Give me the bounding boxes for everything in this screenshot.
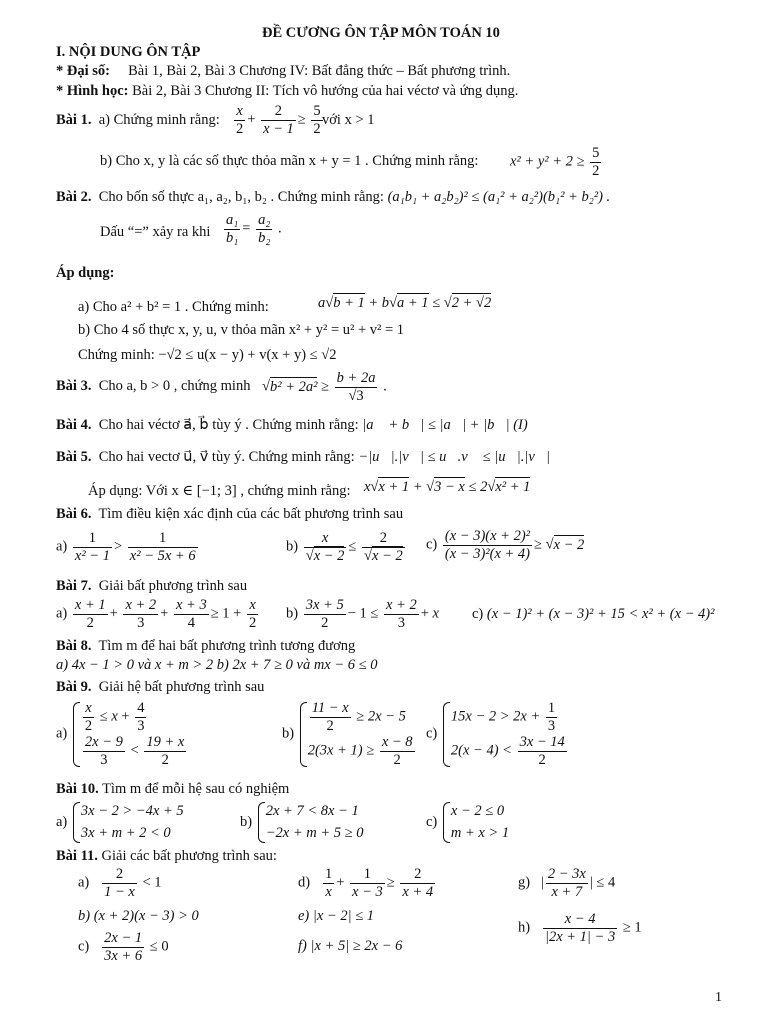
formula-7a: a) $\frac{x + 1}{2}$ + $\frac{x + 2}{3}$ + $\frac{x + 3}{4}$ ≥ 1 + $\frac{x}{2}$ — [56, 597, 257, 631]
exercise-text: Giải hệ bất phương trình sau — [98, 679, 265, 695]
exercise-8 — [56, 639, 355, 654]
exercise-label: Bài 4. — [56, 417, 92, 433]
formula-1a: $\frac{x}{2}$ + $\frac{2}{x - 1}$ ≥ $\frac{5}{2}$ — [236, 103, 321, 137]
formula-7b: b) $\frac{3x + 5}{2}$ − 1 ≤ $\frac{x + 2}{3}$ + x — [286, 597, 439, 631]
formula-6b: b) $\frac{x}{√x - 2}$ ≤ $\frac{2}{√x - 2}$ — [286, 530, 403, 564]
exercise-1a — [56, 113, 220, 128]
exercise-label: Bài 11. — [56, 848, 98, 864]
dai-so-label: * Đại số: — [56, 63, 110, 79]
exercise-1b: b) Cho x, y là các số thực thỏa mãn x + y = 1 . Chứng minh rằng: — [100, 153, 479, 169]
triangle-inequality: |a⃗ + b⃗| ≤ |a⃗| + |b⃗| (I) — [362, 417, 528, 433]
exercise-text: Tìm m để mỗi hệ sau có nghiệm — [102, 781, 290, 797]
formula-apply-a: a√b + 1 + b√a + 1 ≤ √2 + √2 — [318, 295, 492, 311]
exercise-text: Giải các bất phương trình sau: — [101, 848, 277, 864]
exercise-label: Bài 9. — [56, 679, 92, 695]
formula-3: √b² + 2a² ≥ $\frac{b + 2a}{√3}$ . — [262, 370, 387, 404]
formula-equality: $\frac{\text{a₁}}{\text{b₁}}$ = $\frac{\text{a₂}}{\text{b₂}}$ . — [226, 212, 282, 246]
exercise-5-apply: Áp dụng: Với x ∈ [−1; 3] , chứng minh rằng: — [88, 483, 351, 499]
formula-11a: a) $\frac{2}{1 - x}$ < 1 — [78, 866, 162, 900]
formula-5-apply: x√x + 1 + √3 − x ≤ 2√x² + 1 — [364, 479, 531, 495]
apply-heading: Áp dụng: — [56, 265, 115, 281]
system-10b: b) 2x + 7 < 8x − 1 −2x + m + 5 ≥ 0 — [240, 800, 363, 845]
exercise-text: Cho bốn số thực a₁, a₂, b₁, b₂ . Chứng minh rằng: — [98, 189, 384, 205]
exercise-label: Bài 5. — [56, 449, 92, 465]
hinh-hoc-label: * Hình học: — [56, 83, 129, 99]
system-10c: c) x − 2 ≤ 0 m + x > 1 — [426, 800, 509, 845]
condition-1a: với x > 1 — [322, 112, 375, 128]
formula-11b: b) (x + 2)(x − 3) > 0 — [78, 908, 199, 924]
exercise-text: a) Chứng minh rằng: — [98, 112, 220, 128]
formula-11g: g) | $\frac{2 - 3x}{x + 7}$ | ≤ 4 — [518, 866, 616, 900]
equality-condition: Dấu “=” xảy ra khi — [100, 224, 211, 240]
system-9b: b) $\frac{11 - x}{2}$ ≥ 2x − 5 2(3x + 1) ≥ $\frac{x - 8}{2}$ — [282, 700, 417, 769]
page-number: 1 — [715, 990, 722, 1005]
formula-7c: c) (x − 1)² + (x − 3)² + 15 < x² + (x − 4)² — [472, 606, 715, 622]
formula-6c: c) $\frac{\text{(x − 3)(x + 2)²}}{\text{(x − 3)²(x + 4)}}$ ≥ √x − 2 — [426, 528, 585, 562]
exercise-text: Cho hai vectơ u⃗, v⃗ tùy ý. Chứng minh rằng: — [98, 449, 355, 465]
formula-6a: a) $\frac{1}{\text{x² − 1}}$ > $\frac{1}{\text{x² − 5x + 6}}$ — [56, 530, 196, 564]
formula-11f: f) |x + 5| ≥ 2x − 6 — [298, 938, 403, 954]
apply-b: b) Cho 4 số thực x, y, u, v thỏa mãn x² + y² = u² + v² = 1 — [78, 322, 405, 338]
exercise-label: Bài 6. — [56, 506, 92, 522]
exercise-text: Giải bất phương trình sau — [98, 578, 248, 594]
exercise-11 — [56, 849, 277, 864]
section-heading: I. NỘI DUNG ÔN TẬP — [56, 44, 201, 60]
exercise-label: Bài 3. — [56, 378, 92, 394]
apply-a: a) Cho a² + b² = 1 . Chứng minh: — [78, 299, 269, 315]
exercise-text: Tìm điều kiện xác định của các bất phương trình sau — [98, 506, 404, 522]
dai-so-line — [56, 64, 510, 79]
exercise-label: Bài 10. — [56, 781, 99, 797]
dot-product-inequality: −|u⃗|.|v⃗| ≤ u⃗.v⃗ ≤ |u⃗|.|v⃗| — [358, 449, 551, 465]
exercise-10 — [56, 782, 289, 797]
exercise-label: Bài 1. — [56, 112, 92, 128]
exercise-5 — [56, 450, 550, 465]
exercise-label: Bài 8. — [56, 638, 92, 654]
dai-so-text: Bài 1, Bài 2, Bài 3 Chương IV: Bất đẳng thức – Bất phương trình. — [128, 63, 511, 79]
system-9a: a) $\frac{x}{2}$ ≤ x + $\frac{4}{3}$ $\frac{2x - 9}{3}$ < $\frac{19 + x}{2}$ — [56, 700, 188, 769]
exercise-label: Bài 2. — [56, 189, 92, 205]
exercise-label: Bài 7. — [56, 578, 92, 594]
system-9c: c) 15x − 2 > 2x + $\frac{1}{3}$ 2(x − 4) < $\frac{3x - 14}{2}$ — [426, 700, 569, 769]
formula-1b: x² + y² + 2 ≥ $\frac{5}{2}$ — [510, 145, 600, 179]
exercise-6 — [56, 507, 403, 522]
system-10a: a) 3x − 2 > −4x + 5 3x + m + 2 < 0 — [56, 800, 184, 845]
formula-11h: h) $\frac{x - 4}{|2x + 1| - 3}$ ≥ 1 — [518, 911, 642, 945]
apply-b-proof: Chứng minh: −√2 ≤ u(x − y) + v(x + y) ≤ √2 — [78, 347, 337, 363]
hinh-hoc-text: Bài 2, Bài 3 Chương II: Tích vô hướng của hai véctơ và ứng dụng. — [132, 83, 519, 99]
formula-8: a) 4x − 1 > 0 và x + m > 2 b) 2x + 7 ≥ 0 và mx − 6 ≤ 0 — [56, 657, 378, 673]
cauchy-schwarz-inequality: (a₁b₁ + a₂b₂)² ≤ (a₁² + a₂²)(b₁² + b₂²) . — [387, 189, 611, 205]
exercise-text: Cho hai véctơ a⃗, b⃗ tùy ý . Chứng minh rằng: — [98, 417, 359, 433]
hinh-hoc-line — [56, 84, 518, 99]
exercise-9 — [56, 680, 264, 695]
exercise-2 — [56, 190, 610, 205]
exercise-7 — [56, 579, 247, 594]
exercise-4 — [56, 418, 528, 433]
exercise-text: Tìm m để hai bất phương trình tương đương — [98, 638, 356, 654]
formula-11e: e) |x − 2| ≤ 1 — [298, 908, 375, 924]
formula-11c: c) $\frac{2x - 1}{3x + 6}$ ≤ 0 — [78, 930, 169, 964]
formula-11d: d) $\frac{1}{x}$ + $\frac{1}{x - 3}$ ≥ $\frac{2}{x + 4}$ — [298, 866, 434, 900]
exercise-3 — [56, 379, 250, 394]
document-title: ĐỀ CƯƠNG ÔN TẬP MÔN TOÁN 10 — [262, 25, 500, 41]
exercise-text: Cho a, b > 0 , chứng minh — [98, 378, 251, 394]
